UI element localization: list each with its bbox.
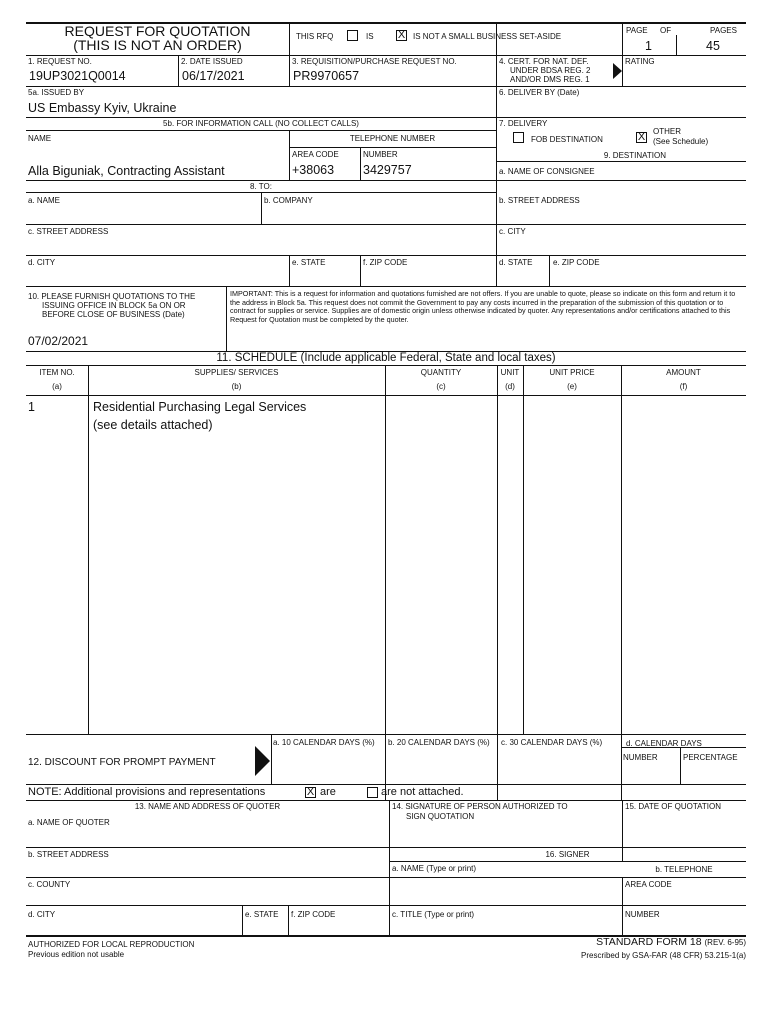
- col-amount: AMOUNT: [666, 368, 701, 377]
- setaside-is-not-checkbox[interactable]: X: [397, 29, 406, 41]
- to-name-label: a. NAME: [28, 196, 61, 205]
- are-label: are: [320, 786, 336, 798]
- rule: [26, 800, 746, 801]
- rule-v: [360, 147, 361, 180]
- signer-area-code-label: AREA CODE: [625, 880, 672, 889]
- rule: [26, 286, 746, 287]
- form-name: STANDARD FORM 18: [596, 936, 702, 948]
- destination-label: 9. DESTINATION: [603, 151, 666, 160]
- signature-label-2: SIGN QUOTATION: [406, 812, 475, 821]
- col-amount-sub: (f): [679, 382, 688, 391]
- footer-authorized: AUTHORIZED FOR LOCAL REPRODUCTION: [28, 940, 195, 949]
- rule: [26, 180, 746, 181]
- rule-v: [289, 255, 290, 286]
- cert-label: 4. CERT. FOR NAT. DEF.: [499, 57, 589, 66]
- schedule-title: 11. SCHEDULE (Include applicable Federal, State and local taxes): [216, 352, 556, 364]
- rule-v: [622, 22, 623, 86]
- is-not-label: IS NOT A SMALL BUSINESS SET-ASIDE: [413, 32, 562, 41]
- footer-form-number: [546, 936, 746, 949]
- are-not-label: are not attached.: [381, 786, 464, 798]
- discount-30-label: c. 30 CALENDAR DAYS (%): [501, 738, 603, 747]
- info-call-label: 5b. FOR INFORMATION CALL (NO COLLECT CALLS): [163, 119, 359, 128]
- fob-destination-checkbox[interactable]: [513, 132, 524, 143]
- rule-v: [271, 734, 272, 784]
- quoter-name-label: a. NAME OF QUOTER: [28, 818, 110, 827]
- requisition-label: 3. REQUISITION/PURCHASE REQUEST NO.: [292, 57, 457, 66]
- page-label: PAGE: [626, 26, 648, 35]
- contact-name-value: Alla Biguniak, Contracting Assistant: [28, 164, 225, 178]
- rule-v: [385, 365, 386, 800]
- rule: [26, 117, 746, 118]
- col-unit: UNIT: [500, 368, 520, 377]
- signer-telephone-label: b. TELEPHONE: [655, 865, 713, 874]
- furnish-label-1: 10. PLEASE FURNISH QUOTATIONS TO THE: [28, 292, 196, 301]
- furnish-label-3: BEFORE CLOSE OF BUSINESS (Date): [42, 310, 185, 319]
- to-zip-label: f. ZIP CODE: [363, 258, 408, 267]
- footer-previous-edition: Previous edition not usable: [28, 950, 125, 959]
- description-cell-2: (see details attached): [93, 418, 213, 432]
- rule-v: [549, 255, 550, 286]
- provisions-are-checkbox[interactable]: X: [306, 786, 315, 798]
- cert-line2: UNDER BDSA REG. 2: [510, 66, 591, 75]
- rule-v: [523, 365, 524, 734]
- rule: [26, 784, 746, 785]
- this-rfq-label: THIS RFQ: [296, 32, 334, 41]
- discount-10-label: a. 10 CALENDAR DAYS (%): [273, 738, 375, 747]
- page-value: 1: [645, 39, 652, 53]
- rule: [496, 161, 746, 162]
- signer-label: 16. SIGNER: [545, 850, 590, 859]
- rule-v: [288, 905, 289, 935]
- rule: [26, 86, 746, 87]
- signer-number-label: NUMBER: [625, 910, 660, 919]
- rule-v: [226, 286, 227, 351]
- dest-city-label: c. CITY: [499, 227, 526, 236]
- rule: [26, 55, 746, 56]
- rule: [26, 847, 746, 848]
- signer-name-label: a. NAME (Type or print): [392, 864, 477, 873]
- rule: [26, 224, 746, 225]
- quote-due-date: 07/02/2021: [28, 334, 89, 348]
- phone-number-value: 3429757: [363, 163, 412, 177]
- date-issued-value: 06/17/2021: [182, 69, 245, 83]
- quoter-county-label: c. COUNTY: [28, 880, 71, 889]
- rule: [26, 255, 746, 256]
- number-label: NUMBER: [363, 150, 398, 159]
- calendar-days-label: d. CALENDAR DAYS: [626, 739, 702, 748]
- signature-label-1: 14. SIGNATURE OF PERSON AUTHORIZED TO: [392, 802, 568, 811]
- arrow-right-icon: [255, 746, 270, 776]
- quoter-city-label: d. CITY: [28, 910, 56, 919]
- signer-title-label: c. TITLE (Type or print): [392, 910, 475, 919]
- provisions-not-checkbox[interactable]: [367, 787, 378, 798]
- rule-v: [622, 877, 623, 935]
- to-state-label: e. STATE: [292, 258, 326, 267]
- rule: [26, 905, 746, 906]
- cert-line3: AND/OR DMS REG. 1: [510, 75, 590, 84]
- rule: [26, 734, 746, 735]
- rule-v: [88, 365, 89, 734]
- discount-number-label: NUMBER: [623, 753, 658, 762]
- rule-v: [389, 800, 390, 935]
- form-title: REQUEST FOR QUOTATION: [64, 23, 251, 39]
- fob-destination-label: FOB DESTINATION: [531, 135, 603, 144]
- discount-percentage-label: PERCENTAGE: [683, 753, 738, 762]
- telephone-label: TELEPHONE NUMBER: [349, 134, 436, 143]
- rule-v: [676, 35, 677, 55]
- quoter-label: 13. NAME AND ADDRESS OF QUOTER: [134, 802, 281, 811]
- important-notice: IMPORTANT: This is a request for information and quotations furnished are not offers. If you are unable to quote, please so indicate on this form and return it to the address in Block 5a. This request does not commit the Government to pay any costs incurred in the preparation of the submission of this quotation or to contract for supplies or service. Supplies are of domestic origin unless otherwise indicated by quoter. Any representations and/or certifications attached to this Request for Quotation must be completed by the quoter.: [230, 289, 736, 324]
- quoter-street-label: b. STREET ADDRESS: [28, 850, 109, 859]
- request-no-value: 19UP3021Q0014: [29, 69, 126, 83]
- consignee-label: a. NAME OF CONSIGNEE: [499, 167, 595, 176]
- rule-v: [261, 192, 262, 224]
- deliver-by-label: 6. DELIVER BY (Date): [499, 88, 580, 97]
- col-unit-sub: (d): [505, 382, 515, 391]
- rule-v: [242, 905, 243, 935]
- dest-street-label: b. STREET ADDRESS: [499, 196, 580, 205]
- rule-v: [178, 55, 179, 86]
- issued-by-value: US Embassy Kyiv, Ukraine: [28, 101, 177, 115]
- of-label: OF: [660, 26, 672, 35]
- rating-label: RATING: [625, 57, 655, 66]
- rule-v: [621, 365, 622, 800]
- dest-state-label: d. STATE: [499, 258, 533, 267]
- col-supplies: SUPPLIES/ SERVICES: [194, 368, 279, 377]
- discount-20-label: b. 20 CALENDAR DAYS (%): [388, 738, 490, 747]
- col-unit-price-sub: (e): [567, 382, 577, 391]
- form-subtitle: (THIS IS NOT AN ORDER): [73, 37, 242, 53]
- rule: [26, 130, 496, 131]
- description-cell: Residential Purchasing Legal Services: [93, 400, 307, 414]
- to-city-label: d. CITY: [28, 258, 56, 267]
- requisition-value: PR9970657: [293, 69, 360, 83]
- to-street-label: c. STREET ADDRESS: [28, 227, 109, 236]
- delivery-label: 7. DELIVERY: [499, 119, 548, 128]
- to-label: 8. TO:: [250, 182, 272, 191]
- rule: [289, 147, 496, 148]
- dest-zip-label: e. ZIP CODE: [553, 258, 600, 267]
- other-checkbox[interactable]: X: [637, 131, 646, 143]
- rule-v: [680, 747, 681, 784]
- col-item-no-sub: (a): [52, 382, 62, 391]
- date-issued-label: 2. DATE ISSUED: [181, 57, 243, 66]
- request-no-label: 1. REQUEST NO.: [28, 57, 92, 66]
- col-quantity: QUANTITY: [420, 368, 462, 377]
- discount-label: 12. DISCOUNT FOR PROMPT PAYMENT: [28, 757, 216, 768]
- rule-v: [497, 365, 498, 800]
- name-label: NAME: [28, 134, 52, 143]
- quoter-zip-label: f. ZIP CODE: [291, 910, 336, 919]
- other-sub-label: (See Schedule): [653, 137, 709, 146]
- col-quantity-sub: (c): [436, 382, 446, 391]
- col-unit-price: UNIT PRICE: [549, 368, 595, 377]
- other-label: OTHER: [653, 127, 681, 136]
- area-code-label: AREA CODE: [292, 150, 339, 159]
- note-text: NOTE: Additional provisions and representations: [28, 786, 266, 798]
- item-no-cell: 1: [28, 400, 35, 414]
- pages-value: 45: [706, 39, 720, 53]
- quoter-state-label: e. STATE: [245, 910, 279, 919]
- pages-label: PAGES: [710, 26, 737, 35]
- furnish-label-2: ISSUING OFFICE IN BLOCK 5a ON OR: [42, 301, 186, 310]
- rule: [26, 395, 746, 396]
- rule-v: [289, 55, 290, 86]
- rule: [26, 877, 746, 878]
- form-revision: (REV. 6-95): [704, 938, 746, 947]
- is-label: IS: [366, 32, 374, 41]
- issued-by-label: 5a. ISSUED BY: [28, 88, 85, 97]
- date-of-quotation-label: 15. DATE OF QUOTATION: [625, 802, 722, 811]
- col-supplies-sub: (b): [231, 382, 242, 391]
- rule: [389, 861, 746, 862]
- to-company-label: b. COMPANY: [264, 196, 313, 205]
- rule-v: [289, 22, 290, 55]
- rule: [26, 365, 746, 366]
- rfq-form: [26, 22, 746, 962]
- footer-prescribed: Prescribed by GSA-FAR (48 CFR) 53.215-1(a): [581, 951, 746, 960]
- setaside-is-checkbox[interactable]: [347, 30, 358, 41]
- area-code-value: +38063: [292, 163, 335, 177]
- arrow-right-icon: [613, 63, 622, 79]
- rule-v: [360, 255, 361, 286]
- col-item-no: ITEM NO.: [39, 368, 75, 377]
